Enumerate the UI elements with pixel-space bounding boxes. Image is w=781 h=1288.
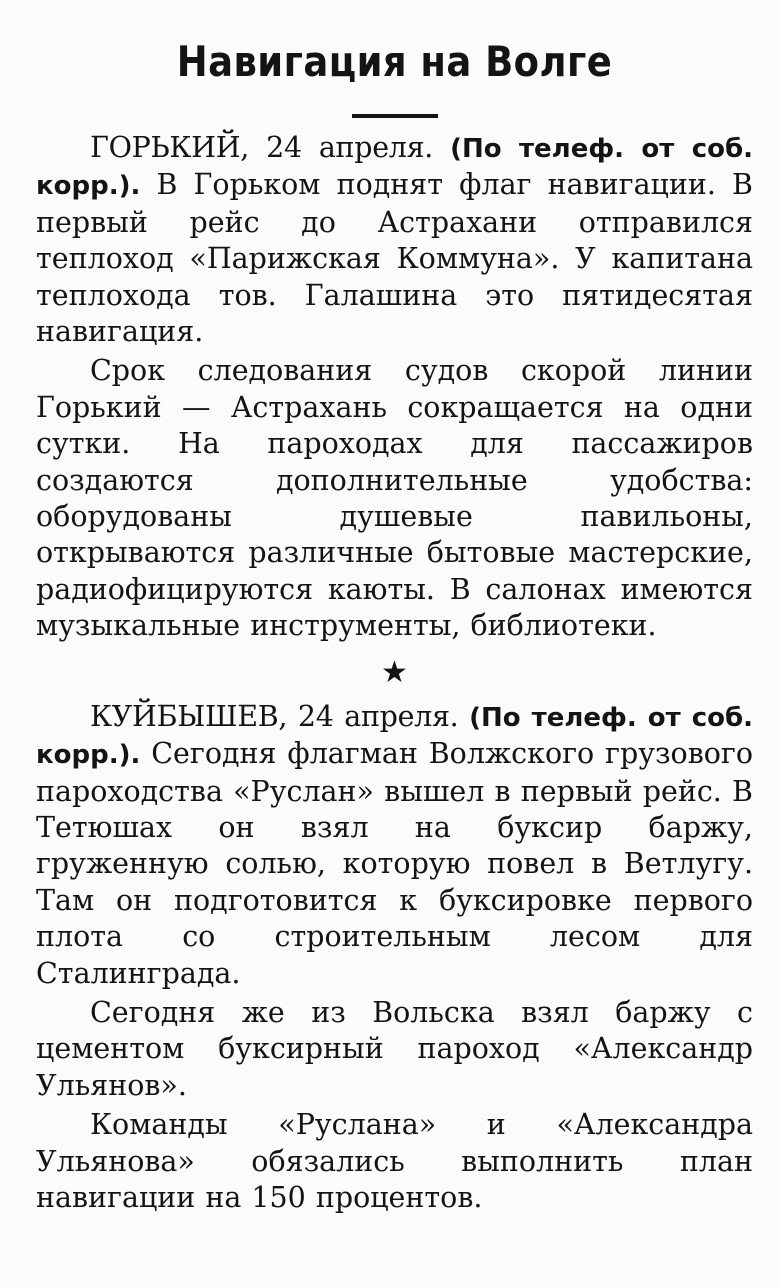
article-kuibyshev-paragraph: Сегодня же из Вольска взял баржу с цементом буксирный пароход «Александр Ульянов». <box>36 995 753 1102</box>
dateline-city: ГОРЬКИЙ <box>90 131 241 164</box>
star-separator-icon: ★ <box>381 654 408 690</box>
headline-rule <box>352 114 438 118</box>
lead-text: Сегодня флагман Волжского грузового пароходства «Руслан» вышел в первый рейс. В Тетюшах он взял на буксир баржу, груженную солью, которую повел в Ветлугу. Там он подготовится к буксировке первого плота со строительным лесом для Сталинграда. <box>36 737 753 990</box>
article-gorky <box>36 130 753 645</box>
dateline-city: КУЙБЫШЕВ <box>90 699 279 733</box>
article-gorky-paragraph: Срок следования судов скорой линии Горький — Астрахань сокращается на одни сутки. На пароходах для пассажиров создаются дополнительные удобства: оборудованы душевые павильоны, открываются различные бытовые мастерские, радиофицируются каюты. В салонах имеются музыкальные инструменты, библиотеки. <box>36 354 753 643</box>
dateline-date: , 24 апреля. <box>278 699 470 733</box>
lead-text: В Горьком поднят флаг навигации. В первый рейс до Астрахани отправился теплоход «Парижская Коммуна». У капитана теплохода тов. Галашина это пятидесятая навигация. <box>36 168 753 349</box>
article-kuibyshev-lead-paragraph <box>36 699 753 992</box>
article-kuibyshev-paragraph: Команды «Руслана» и «Александра Ульянова» обязались выполнить план навигации на 150 процентов. <box>36 1108 753 1214</box>
dateline-source: (По телеф. от соб. корр.). <box>36 134 754 202</box>
article-gorky-lead-paragraph <box>36 130 753 350</box>
dateline-date: , 24 апреля. <box>240 131 451 164</box>
article-kuibyshev <box>36 699 753 1217</box>
headline: Навигация на Волге <box>176 37 613 86</box>
dateline-source: (По телеф. от соб. корр.). <box>36 702 754 771</box>
